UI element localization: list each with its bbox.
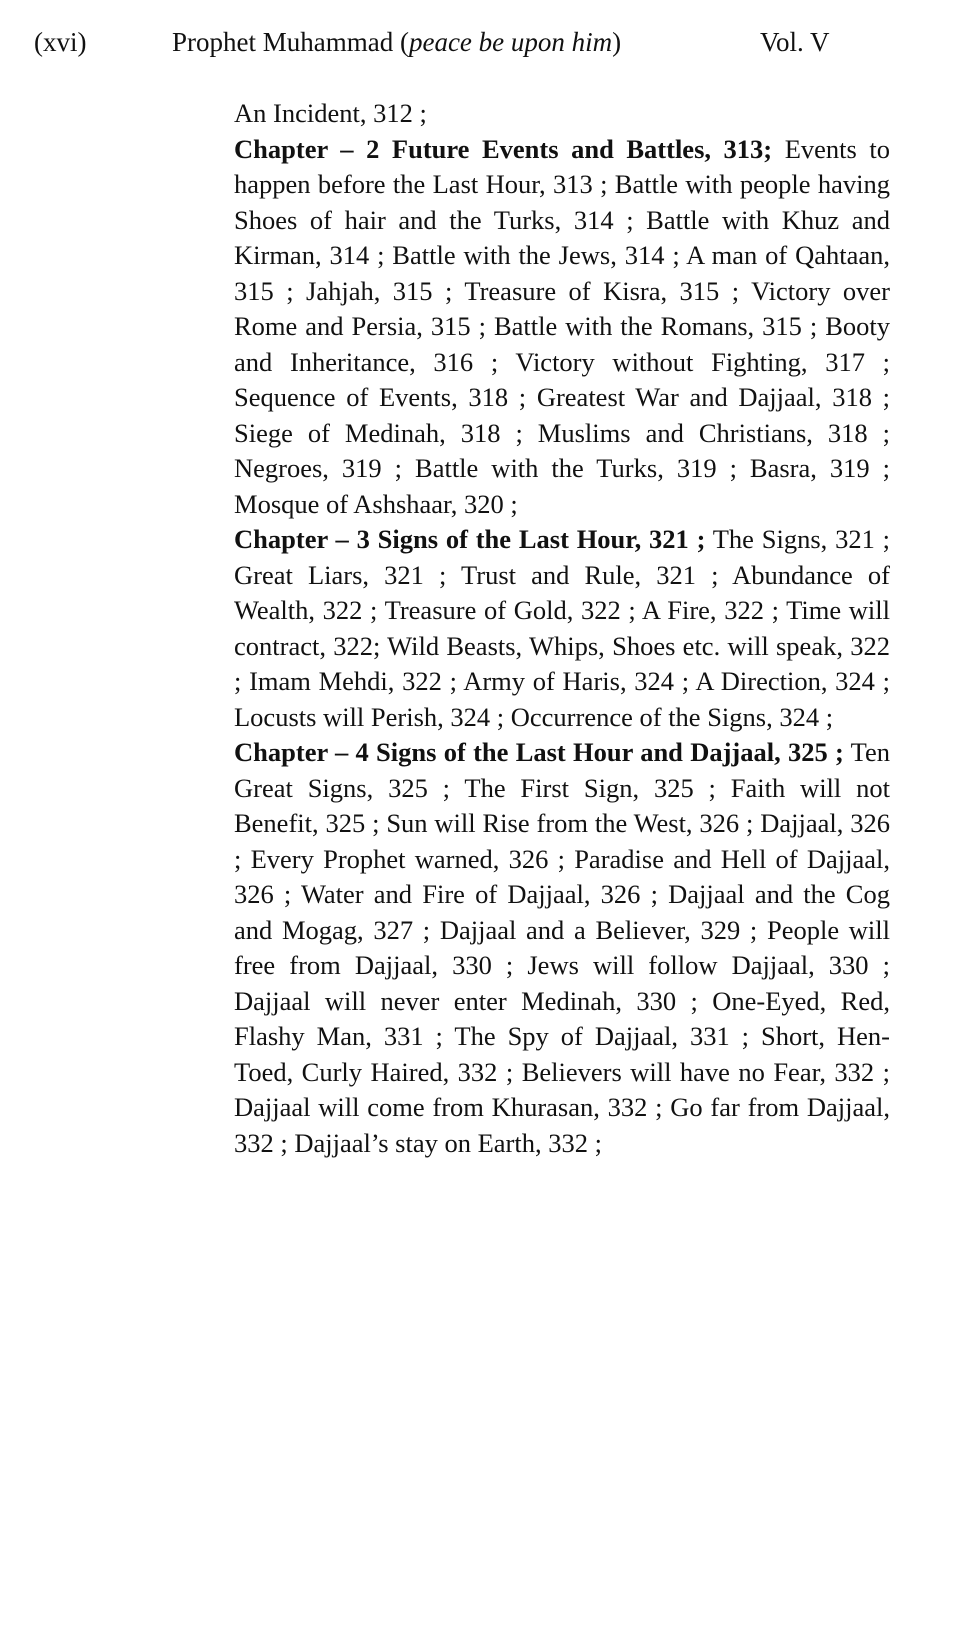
volume-label: Vol. V bbox=[760, 27, 830, 57]
chapter-4-topics: Ten Great Signs, 325 ; The First Sign, 325 ; Faith will not Benefit, 325 ; Sun will Rise from the West, 326 ; Dajjaal, 326 ; Every Prophet warned, 326 ; Paradise and Hell of Dajjaal, 326 ; Water and Fire of Dajjaal, 326 ; Dajjaal and the Cog and Mogag, 327 ; Dajjaal and a Believer, 329 ; People will free from Dajjaal, 330 ; Jews will follow Dajjaal, 330 ; Dajjaal will never enter Medinah, 330 ; One-Eyed, Red, Flashy Man, 331 ; The Spy of Dajjaal, 331 ; Short, Hen-Toed, Curly Haired, 332 ; Believers will have no Fear, 332 ; Dajjaal will come from Khurasan, 332 ; Go far from Dajjaal, 332 ; Dajjaal’s stay on Earth, 332 ; bbox=[234, 737, 890, 1158]
book-title bbox=[172, 22, 621, 62]
book-title-honorific: peace be upon him bbox=[408, 27, 613, 57]
chapter-4-entry bbox=[234, 735, 890, 1161]
running-head bbox=[34, 22, 894, 62]
contents-body bbox=[234, 96, 890, 1161]
book-title-main: Prophet Muhammad ( bbox=[172, 27, 409, 57]
chapter-3-heading: Chapter – 3 Signs of the Last Hour, 321 ; bbox=[234, 524, 706, 554]
page-number: (xvi) bbox=[34, 27, 87, 57]
chapter-2-entry bbox=[234, 132, 890, 523]
chapter-2-heading: Chapter – 2 Future Events and Battles, 313; bbox=[234, 133, 773, 164]
chapter-3-topics: The Signs, 321 ; Great Liars, 321 ; Trust and Rule, 321 ; Abundance of Wealth, 322 ; Treasure of Gold, 322 ; A Fire, 322 ; Time will contract, 322; Wild Beasts, Whips, Shoes etc. will speak, 322 ; Imam Mehdi, 322 ; Army of Haris, 324 ; A Direction, 324 ; Locusts will Perish, 324 ; Occurrence of the Signs, 324 ; bbox=[234, 524, 890, 732]
chapter-2-topics: Events to happen before the Last Hour, 313 ; Battle with people having Shoes of hair and the Turks, 314 ; Battle with Khuz and Kirman, 314 ; Battle with the Jews, 314 ; A man of Qahtaan, 315 ; Jahjah, 315 ; Treasure of Kisra, 315 ; Victory over Rome and Persia, 315 ; Battle with the Romans, 315 ; Booty and Inheritance, 316 ; Victory without Fighting, 317 ; Sequence of Events, 318 ; Greatest War and Dajjaal, 318 ; Siege of Medinah, 318 ; Muslims and Christians, 318 ; Negroes, 319 ; Battle with the Turks, 319 ; Basra, 319 ; Mosque of Ashshaar, 320 ; bbox=[234, 133, 890, 519]
book-title-close: ) bbox=[612, 27, 622, 57]
chapter-4-heading: Chapter – 4 Signs of the Last Hour and Dajjaal, 325 ; bbox=[234, 737, 844, 767]
chapter-3-entry bbox=[234, 522, 890, 735]
entry-incident: An Incident, 312 ; bbox=[234, 98, 427, 128]
